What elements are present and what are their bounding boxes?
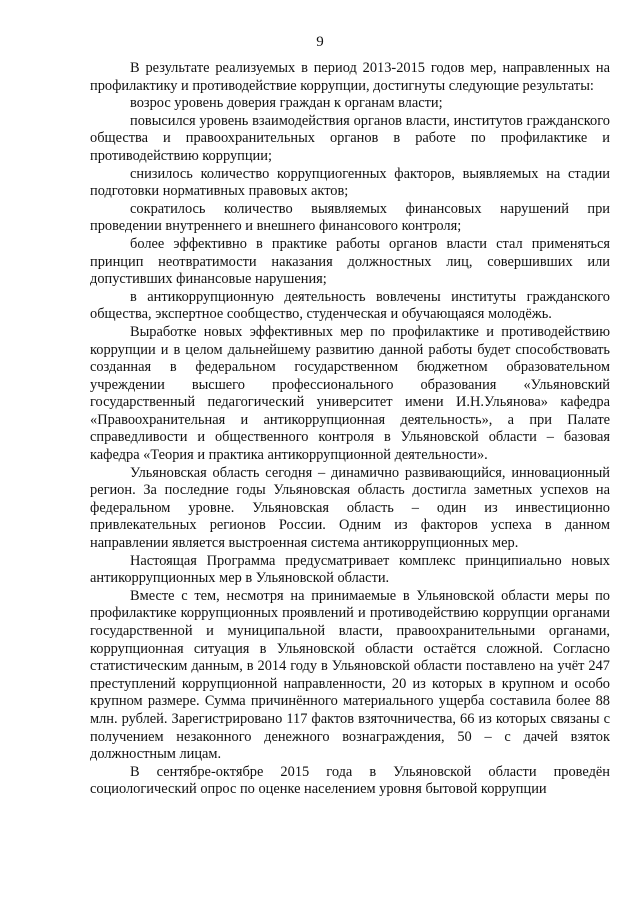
paragraph: Вместе с тем, несмотря на принимаемые в Ульяновской области меры по профилактике коррупционных проявлений и противодействию коррупции органами государственной и муниципальной власти, правоохранительными органами, коррупционная ситуация в Ульяновской области остаётся сложной. Согласно статистическим данным, в 2014 году в Ульяновской области поставлено на учёт 247 преступлений коррупционной направленности, 20 из которых в крупном и особо крупном размере. Сумма причинённого материального ущерба составила более 88 млн. рублей. Зарегистрировано 117 фактов взяточничества, 66 из которых связаны с получением незаконного денежного вознаграждения, 50 – с дачей взяток должностным лицам. (90, 587, 610, 763)
paragraph: Выработке новых эффективных мер по профилактике и противодействию коррупции и в целом дальнейшему развитию данной работы будет способствовать созданная в федеральном государственном бюджетном образовательном учреждении высшего профессионального образования «Ульяновский государственный педагогический университет имени И.Н.Ульянова» кафедра «Правоохранительная и антикоррупционная деятельность», а при Палате справедливости и общественного контроля в Ульяновской области – базовая кафедра «Теория и практика антикоррупционной деятельности». (90, 323, 610, 464)
list-item: в антикоррупционную деятельность вовлечены институты гражданского общества, экспертное сообщество, студенческая и обучающаяся молодёжь. (90, 288, 610, 323)
paragraph: Настоящая Программа предусматривает комплекс принципиально новых антикоррупционных мер в Ульяновской области. (90, 552, 610, 587)
paragraph: В результате реализуемых в период 2013-2015 годов мер, направленных на профилактику и противодействие коррупции, достигнуты следующие результаты: (90, 60, 610, 94)
paragraph: Ульяновская область сегодня – динамично развивающийся, инновационный регион. За последние годы Ульяновская область достигла заметных успехов на федеральном уровне. Ульяновская область – один из инвестиционно привлекательных регионов России. Одним из факторов успеха в данном направлении является выстроенная система антикоррупционных мер. (90, 464, 610, 552)
page-number: 9 (316, 34, 324, 50)
list-item: сократилось количество выявляемых финансовых нарушений при проведении внутреннего и внешнего финансового контроля; (90, 200, 610, 235)
body-text (90, 60, 610, 799)
list-item: возрос уровень доверия граждан к органам власти; (130, 95, 443, 112)
list-item: более эффективно в практике работы органов власти стал применяться принцип неотвратимости наказания должностных лиц, совершивших или допустивших финансовые нарушения; (90, 235, 610, 288)
list-item: снизилось количество коррупциогенных факторов, выявляемых на стадии подготовки нормативных правовых актов; (90, 165, 610, 200)
paragraph: В сентябре-октябре 2015 года в Ульяновской области проведён социологический опрос по оценке населением уровня бытовой коррупции (90, 763, 610, 798)
list-item: повысился уровень взаимодействия органов власти, институтов гражданского общества и правоохранительных органов в работе по профилактике и противодействию коррупции; (90, 112, 610, 164)
